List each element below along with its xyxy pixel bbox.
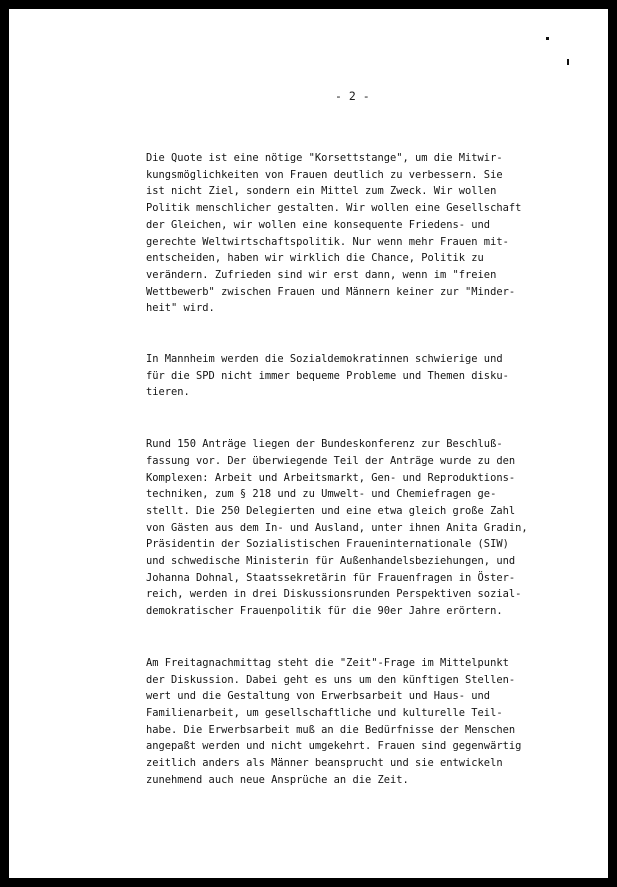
- paragraph-time-question: Am Freitagnachmittag steht die "Zeit"-Frage im Mittelpunkt der Diskussion. Dabei geht es uns um den künftigen Stellen- wert und die Gestaltung von Erwerbsarbeit und Haus- und Familienarbeit, um gesellschaftliche und kulturelle Teil- habe. Die Erwerbsarbeit muß an die Bedürfnisse der Menschen angepaßt werden und nicht umgekehrt. Frauen sind gegenwärtig zeitlich anders als Männer beansprucht und sie entwickeln zunehmend auch neue Ansprüche an die Zeit.: [146, 656, 522, 786]
- page-number: - 2 -: [335, 89, 370, 103]
- document-page: [9, 9, 608, 878]
- paragraph-mannheim: In Mannheim werden die Sozialdemokratinnen schwierige und für die SPD nicht immer bequeme Probleme und Themen disku- tieren.: [146, 353, 509, 399]
- body-text: [146, 150, 586, 789]
- paragraph-quote: Die Quote ist eine nötige "Korsettstange", um die Mitwir- kungsmöglichkeiten von Frauen deutlich zu verbessern. Sie ist nicht Ziel, sondern ein Mittel zum Zweck. Wir wollen Politik menschlicher gestalten. Wir wollen eine Gesellschaft der Gleichen, wir wollen eine konsequente Friedens- und gerechte Weltwirtschaftspolitik. Nur wenn mehr Frauen mit- entscheiden, haben wir wirklich die Chance, Politik zu verändern. Zufrieden sind wir erst dann, wenn im "freien Wettbewerb" zwischen Frauen und Männern keiner zur "Minder- heit" wird.: [146, 152, 522, 315]
- scan-mark: [567, 59, 569, 65]
- scan-mark: [546, 37, 549, 40]
- paragraph-motions: Rund 150 Anträge liegen der Bundeskonferenz zur Beschluß- fassung vor. Der überwiegende Teil der Anträge wurde zu den Komplexen: Arbeit und Arbeitsmarkt, Gen- und Reproduktions- techniken, zum § 218 und zu Umwelt- und Chemiefragen ge- stellt. Die 250 Delegierten und eine etwa gleich große Zahl von Gästen aus dem In- und Ausland, unter ihnen Anita Gradin, Präsidentin der Sozialistischen Fraueninternationale (SIW) und schwedische Ministerin für Außenhandelsbeziehungen, und Johanna Dohnal, Staatssekretärin für Frauenfragen in Öster- reich, werden in drei Diskussionsrunden Perspektiven sozial- demokratischer Frauenpolitik für die 90er Jahre erörtern.: [146, 438, 528, 618]
